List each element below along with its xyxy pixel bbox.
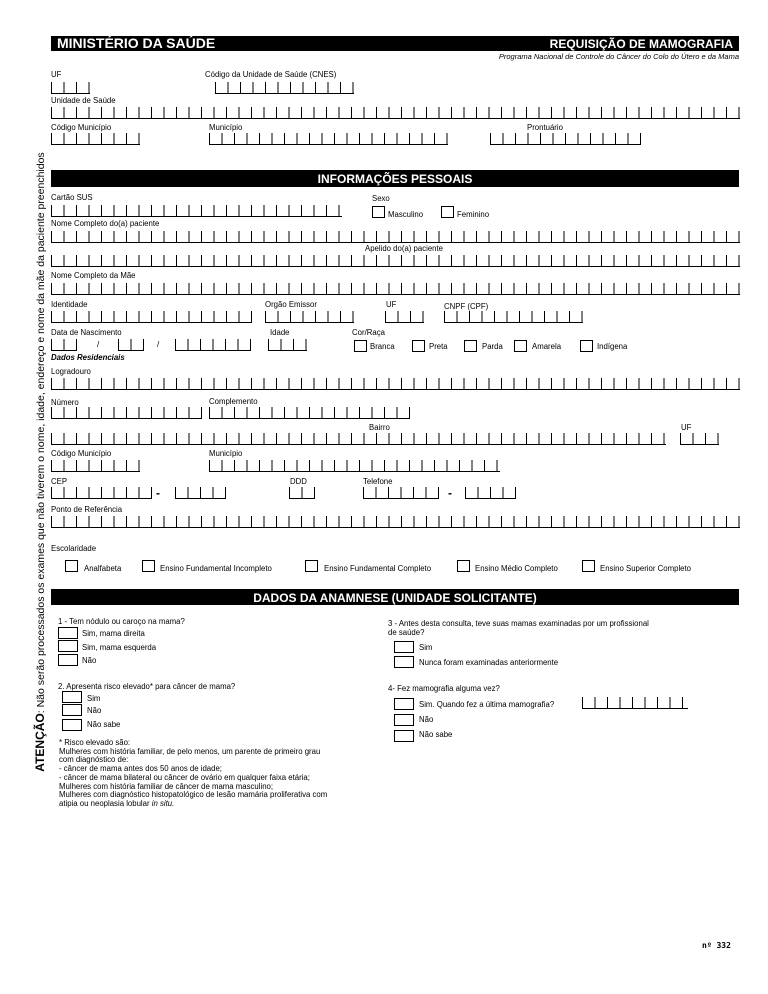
q2-nao-checkbox[interactable]: [62, 704, 82, 716]
telefone-field-1[interactable]: [363, 487, 439, 499]
logradouro-label: Logradouro: [51, 367, 91, 376]
municipio-res-field[interactable]: [209, 460, 500, 472]
municipio-label: Município: [209, 123, 243, 132]
cod-municipio-res-field[interactable]: [51, 460, 140, 472]
nascimento-label: Data de Nascimento: [51, 328, 122, 337]
q3-label-line2: de saúde?: [388, 628, 425, 637]
identidade-label: Identidade: [51, 300, 88, 309]
sexo-label: Sexo: [372, 194, 390, 203]
cod-municipio-field[interactable]: [51, 133, 140, 145]
q4-sim-label: Sim. Quando fez a última mamografia?: [419, 700, 555, 709]
q2-sim-label: Sim: [87, 694, 101, 703]
side-warning-text: : Não serão processados os exames que não tiverem o nome, idade, endereço e nome da mãe da paciente preenchidos: [35, 152, 47, 714]
side-warning-bold: ATENÇÃO: [33, 713, 47, 772]
cod-municipio-res-label: Código Município: [51, 449, 112, 458]
uf-field[interactable]: [51, 82, 90, 94]
feminino-label: Feminino: [457, 210, 490, 219]
nome-mae-label: Nome Completo da Mãe: [51, 271, 136, 280]
ministry-title: MINISTÉRIO DA SAÚDE: [57, 35, 216, 51]
esc-medio-label: Ensino Médio Completo: [475, 564, 558, 573]
q1-direita-label: Sim, mama direita: [82, 629, 145, 638]
q4-nao-label: Não: [419, 715, 434, 724]
q1-esquerda-label: Sim, mama esquerda: [82, 643, 157, 652]
q2-label: 2. Apresenta risco elevado* para câncer de mama?: [58, 682, 236, 691]
program-subtitle: Programa Nacional de Controle do Câncer do Colo do Útero e da Mama: [498, 52, 739, 61]
cep-field-2[interactable]: [175, 487, 226, 499]
q3-nunca-checkbox[interactable]: [394, 656, 414, 668]
esc-superior-label: Ensino Superior Completo: [600, 564, 692, 573]
cor-preta-checkbox[interactable]: [412, 340, 425, 352]
risk-line: Mulheres com história familiar de câncer de mama masculino;: [59, 781, 274, 791]
cod-municipio-label: Código Município: [51, 123, 112, 132]
masculino-label: Masculino: [388, 210, 424, 219]
q1-direita-checkbox[interactable]: [58, 627, 78, 639]
uf-res-label: UF: [681, 423, 692, 432]
municipio-field[interactable]: [209, 133, 448, 145]
cep-label: CEP: [51, 477, 68, 486]
ddd-label: DDD: [290, 477, 307, 486]
risk-note: [59, 739, 327, 809]
cnes-label: Código da Unidade de Saúde (CNES): [205, 70, 337, 79]
cep-field-1[interactable]: [51, 487, 152, 499]
q1-esquerda-checkbox[interactable]: [58, 640, 78, 652]
q2-sim-checkbox[interactable]: [62, 691, 82, 703]
date-slash-2: /: [157, 340, 160, 349]
q4-nao-sabe-label: Não sabe: [419, 730, 453, 739]
municipio-res-label: Município: [209, 449, 243, 458]
idade-label: Idade: [270, 328, 290, 337]
risk-last-italic: in situ.: [151, 798, 175, 808]
apelido-field[interactable]: [51, 255, 740, 267]
anamnese-section-title: DADOS DA ANAMNESE (UNIDADE SOLICITANTE): [253, 591, 537, 605]
q1-label: 1 - Tem nódulo ou caroço na mama?: [58, 617, 185, 626]
esc-analfabeta-label: Analfabeta: [84, 564, 122, 573]
risk-line: com diagnóstico de:: [59, 755, 129, 765]
date-slash-1: /: [97, 340, 100, 349]
risk-line: - câncer de mama bilateral ou câncer de ovário em qualquer faixa etária;: [59, 772, 310, 782]
q4-label: 4- Fez mamografia alguma vez?: [388, 684, 500, 693]
sexo-masculino-checkbox[interactable]: [372, 206, 385, 218]
form-title: REQUISIÇÃO DE MAMOGRAFIA: [549, 37, 733, 51]
anamnese-section-bar: [51, 589, 739, 605]
esc-medio-checkbox[interactable]: [457, 560, 470, 572]
cep-dash: -: [156, 486, 160, 500]
risk-line: - câncer de mama antes dos 50 anos de idade;: [59, 764, 222, 774]
q2-nao-label: Não: [87, 706, 102, 715]
bairro-label: Bairro: [369, 423, 390, 432]
risk-line-last: [59, 800, 327, 809]
cor-indigena-checkbox[interactable]: [580, 340, 593, 352]
prontuario-field[interactable]: [490, 133, 641, 145]
nascimento-year-field[interactable]: [175, 339, 251, 351]
header-bar: [51, 36, 739, 51]
q2-nao-sabe-label: Não sabe: [87, 720, 121, 729]
telefone-field-2[interactable]: [465, 487, 516, 499]
risk-line: Mulheres com diagnóstico histopatológico de lesão mamária proliferativa com: [59, 790, 328, 800]
cpf-label: CNPF (CPF): [444, 302, 489, 311]
q3-sim-label: Sim: [419, 643, 433, 652]
personal-section-title: INFORMAÇÕES PESSOAIS: [317, 172, 473, 186]
unidade-field[interactable]: [51, 107, 740, 119]
nome-label: Nome Completo do(a) paciente: [51, 219, 160, 228]
numero-label: Número: [51, 398, 79, 407]
q1-nao-label: Não: [82, 656, 97, 665]
risk-line: Mulheres com história familiar, de pelo menos, um parente de primeiro grau: [59, 746, 321, 756]
q2-nao-sabe-checkbox[interactable]: [62, 719, 82, 731]
parda-label: Parda: [482, 342, 503, 351]
cpf-field[interactable]: [444, 311, 583, 323]
orgao-label: Orgão Emissor: [265, 300, 317, 309]
risk-last-text: atipia ou neoplasia lobular: [59, 798, 152, 808]
esc-analfabeta-checkbox[interactable]: [65, 560, 78, 572]
ponto-referencia-field[interactable]: [51, 516, 740, 528]
esc-fund-completo-checkbox[interactable]: [305, 560, 318, 572]
uf-label: UF: [51, 70, 62, 79]
dados-residenciais-heading: Dados Residenciais: [51, 353, 125, 362]
numero-field[interactable]: [51, 407, 202, 419]
q1-nao-checkbox[interactable]: [58, 654, 78, 666]
cartao-sus-field[interactable]: [51, 205, 342, 217]
nome-mae-field[interactable]: [51, 283, 740, 295]
risk-line: * Risco elevado são:: [59, 738, 131, 747]
q4-nao-sabe-checkbox[interactable]: [394, 730, 414, 742]
complemento-field[interactable]: [209, 407, 410, 419]
esc-fund-incompleto-checkbox[interactable]: [142, 560, 155, 572]
uf-personal-label: UF: [386, 300, 397, 309]
q4-year-field[interactable]: [582, 697, 688, 709]
nome-field[interactable]: [51, 231, 740, 243]
preta-label: Preta: [429, 342, 448, 351]
q3-nunca-label: Nunca foram examinadas anteriormente: [419, 658, 559, 667]
identidade-field[interactable]: [51, 311, 252, 323]
logradouro-field[interactable]: [51, 378, 740, 390]
nascimento-day-field[interactable]: [51, 339, 77, 351]
prontuario-label: Prontuário: [527, 123, 563, 132]
esc-superior-checkbox[interactable]: [582, 560, 595, 572]
indigena-label: Indígena: [597, 342, 628, 351]
personal-section-bar: [51, 170, 739, 187]
cor-parda-checkbox[interactable]: [464, 340, 477, 352]
branca-label: Branca: [370, 342, 395, 351]
nascimento-month-field[interactable]: [118, 339, 144, 351]
telefone-label: Telefone: [363, 477, 393, 486]
esc-fund-completo-label: Ensino Fundamental Completo: [324, 564, 432, 573]
complemento-label: Complemento: [209, 397, 258, 406]
sexo-feminino-checkbox[interactable]: [441, 206, 454, 218]
escolaridade-label: Escolaridade: [51, 544, 97, 553]
q3-sim-checkbox[interactable]: [394, 641, 414, 653]
bairro-field[interactable]: [51, 433, 666, 445]
q3-label-line1: 3 - Antes desta consulta, teve suas mamas examinadas por um profissional: [388, 619, 649, 628]
orgao-field[interactable]: [265, 311, 354, 323]
amarela-label: Amarela: [532, 342, 562, 351]
ddd-field[interactable]: [289, 487, 315, 499]
uf-personal-field[interactable]: [385, 311, 424, 323]
form-number: nº 332: [702, 941, 731, 950]
unidade-label: Unidade de Saúde: [51, 96, 116, 105]
cor-branca-checkbox[interactable]: [354, 340, 367, 352]
cnes-field[interactable]: [215, 82, 354, 94]
cor-label: Cor/Raça: [352, 328, 385, 337]
q4-nao-checkbox[interactable]: [394, 714, 414, 726]
idade-field[interactable]: [268, 339, 307, 351]
telefone-dash: -: [448, 486, 452, 500]
esc-fund-incompleto-label: Ensino Fundamental Incompleto: [160, 564, 272, 573]
cartao-sus-label: Cartão SUS: [51, 193, 93, 202]
side-warning: [33, 102, 47, 822]
ponto-referencia-label: Ponto de Referência: [51, 505, 123, 514]
apelido-label: Apelido do(a) paciente: [365, 244, 444, 253]
cor-amarela-checkbox[interactable]: [514, 340, 527, 352]
uf-res-field[interactable]: [680, 433, 719, 445]
q4-sim-checkbox[interactable]: [394, 698, 414, 710]
